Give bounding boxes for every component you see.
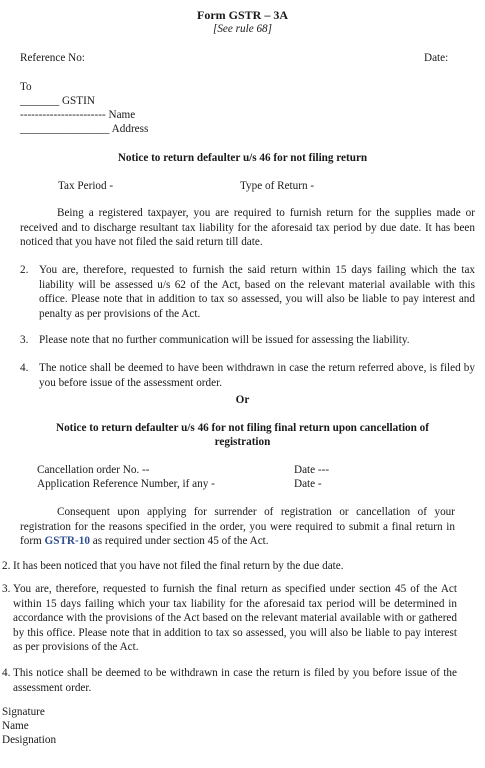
application-reference-label: Application Reference Number, if any - [37,478,215,490]
item-number: 3. [20,334,29,346]
notice2-item [2,582,457,655]
date-label: Date: [424,52,449,64]
address-line: ________________ Address [20,123,149,135]
item-number: 4. [2,667,11,679]
notice1-item [20,361,475,390]
notice2-heading-line1: Notice to return defaulter u/s 46 for not filing final return upon cancellation of [55,422,429,434]
to-label: To [20,81,32,93]
item-number: 3. [2,583,11,595]
signature-label: Signature [2,706,45,718]
notice1-paragraph: Being a registered taxpayer, you are required to furnish return for the supplies made or received and to discharge resultant tax liability for the aforesaid tax period by due date. It has been noticed that you have not filed the said return till date. [20,207,475,249]
form-title: Form GSTR – 3A [197,8,288,22]
notice1-item [20,263,475,321]
gstr10-link[interactable]: GSTR-10 [44,535,90,548]
form-rule: [See rule 68] [212,23,273,35]
notice2-heading-line2: registration [214,436,271,448]
item-text: You are, therefore, requested to furnish the said return within 15 days failing which the tax liability will be assessed u/s 62 of the Act, based on the relevant material available with this office. Please note that in addition to tax so assessed, you will also be liable to pay interest and penalty as per provisions of the Act. [39,264,475,320]
tax-period-label: Tax Period - [58,180,114,192]
item-number: 2. [20,264,29,276]
item-text: The notice shall be deemed to have been withdrawn in case the return referred above, is filed by you before issue of the assessment order. [39,362,475,389]
notice2-item [2,559,457,574]
notice1-item [20,333,475,348]
designation-label: Designation [2,734,57,746]
notice2-item [2,666,457,695]
item-text: This notice shall be deemed to be withdrawn in case the return is filed by you before issue of the assessment order. [13,667,457,694]
item-text: Please note that no further communication will be issued for assessing the liability. [39,334,410,346]
cancellation-order-label: Cancellation order No. -- [37,464,150,476]
reference-number-label: Reference No: [20,52,85,64]
signature-name-label: Name [2,720,29,732]
cancellation-date-label: Date --- [294,464,330,476]
item-text: It has been noticed that you have not filed the final return by the due date. [13,560,344,572]
paragraph-text: Consequent upon applying for surrender of registration or cancellation of your registration for the reasons specified in the order, you were required to submit a final return in form [20,506,455,548]
notice2-paragraph [20,505,455,549]
or-separator: Or [235,394,250,406]
item-number: 2. [2,560,11,572]
gstin-line: _______ GSTIN [20,95,95,107]
name-line: ----------------------- Name [20,109,136,121]
type-of-return-label: Type of Return - [240,180,315,192]
paragraph-text: as required under section 45 of the Act. [89,535,269,548]
item-number: 4. [20,362,29,374]
application-date-label: Date - [294,478,322,490]
item-text: You are, therefore, requested to furnish the final return as specified under section 45 of the Act within 15 days failing which your tax liability for the aforesaid tax period will be determined in accordance with the provisions of the Act based on the relevant material available with or gathered by this office. Please note that in addition to tax so assessed, you will also be liable to pay interest as per provisions of the Act. [13,583,457,654]
notice1-heading: Notice to return defaulter u/s 46 for not filing return [117,152,368,164]
